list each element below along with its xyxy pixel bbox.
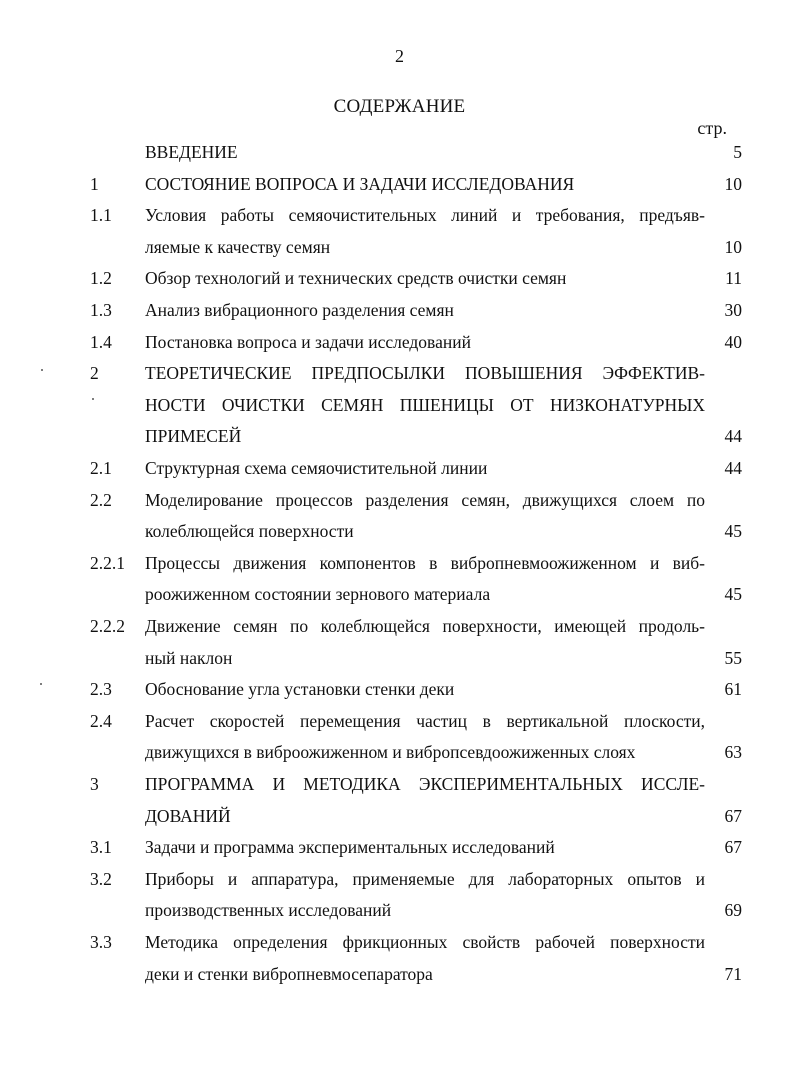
toc-entry-number: 2: [90, 363, 99, 384]
toc-entry: [0, 616, 799, 679]
toc-title: СОДЕРЖАНИЕ: [333, 96, 466, 117]
toc-entry-page: 5: [733, 142, 742, 162]
toc-entry: [0, 332, 799, 364]
toc-entry: [0, 774, 799, 837]
pages-column-label: стр.: [697, 118, 727, 138]
toc-entry-text: Моделирование процессов разделения семян, движущихся слоем по: [145, 489, 705, 510]
toc-entry-text: производственных исследований: [145, 900, 392, 921]
toc-entry: [0, 553, 799, 616]
toc-entry-text: Условия работы семяочистительных линий и требования, предъяв-: [145, 205, 705, 226]
toc-entry-text: НОСТИ ОЧИСТКИ СЕМЯН ПШЕНИЦЫ ОТ НИЗКОНАТУРНЫХ: [145, 394, 705, 415]
toc-entry-number: 2.2: [90, 489, 112, 510]
toc-entry: [0, 932, 799, 995]
toc-entry-number: 1.3: [90, 300, 112, 320]
toc-entry-text: Приборы и аппаратура, применяемые для лабораторных опытов и: [145, 868, 705, 889]
toc-entry-text: ПРОГРАММА И МЕТОДИКА ЭКСПЕРИМЕНТАЛЬНЫХ ИССЛЕ-: [145, 774, 705, 794]
toc-entry-text: движущихся в виброожиженном и вибропсевдоожиженных слоях: [145, 742, 636, 763]
toc-entry-text: ДОВАНИЙ: [145, 805, 231, 826]
toc-entry: [0, 869, 799, 932]
toc-entry-text: Обоснование угла установки стенки деки: [145, 679, 455, 700]
toc-entry-page: 71: [724, 963, 742, 984]
toc-entry-text: ный наклон: [145, 647, 233, 668]
toc-entry-number: 3.3: [90, 932, 112, 952]
toc-entry: [0, 142, 799, 174]
toc-entry-page: 67: [724, 837, 742, 858]
toc-entry-number: 2.4: [90, 710, 112, 731]
toc-entry: [0, 458, 799, 490]
toc-entry-number: 2.3: [90, 679, 112, 700]
toc-entry-page: 44: [724, 426, 742, 447]
toc-entry-text: Расчет скоростей перемещения частиц в вертикальной плоскости,: [145, 710, 705, 731]
toc-entry-number: 3.2: [90, 868, 112, 889]
toc-entry-text: колеблющейся поверхности: [145, 521, 354, 542]
toc-entry-text: ВВЕДЕНИЕ: [145, 142, 238, 162]
toc-entry-number: 3.1: [90, 837, 112, 858]
toc-entry-text: Структурная схема семяочистительной линии: [145, 458, 488, 478]
toc-entry: [0, 268, 799, 300]
toc-entry: [0, 174, 799, 206]
toc-entry-page: 10: [724, 173, 742, 194]
toc-entry-text: роожиженном состоянии зернового материала: [145, 584, 491, 605]
toc-entry-number: 1: [90, 173, 99, 194]
scan-speck: [92, 398, 94, 400]
toc-entry: [0, 679, 799, 711]
toc-entry-page: 69: [724, 900, 742, 921]
toc-entry: [0, 205, 799, 268]
toc-entry-number: 2.2.2: [90, 616, 125, 636]
toc-entry-number: 1.1: [90, 205, 112, 226]
toc-entry-text: Методика определения фрикционных свойств рабочей поверхности: [145, 932, 705, 952]
toc-entry-number: 3: [90, 774, 99, 794]
toc-entry: [0, 363, 799, 458]
toc-entry-page: 63: [724, 742, 742, 763]
toc-entry-number: 1.4: [90, 331, 112, 352]
toc-entry-text: деки и стенки вибропневмосепаратора: [145, 963, 433, 984]
toc-entry-page: 44: [724, 458, 742, 478]
toc-entry-page: 30: [724, 300, 742, 320]
toc-entry: [0, 837, 799, 869]
toc-entry-page: 45: [724, 521, 742, 542]
toc-entry-text: Постановка вопроса и задачи исследований: [145, 331, 471, 352]
toc-entry: [0, 711, 799, 774]
toc-entry-page: 61: [724, 679, 742, 700]
toc-entry-number: 2.2.1: [90, 552, 125, 573]
toc-entry-text: Анализ вибрационного разделения семян: [145, 300, 454, 320]
toc-entry-number: 2.1: [90, 458, 112, 478]
toc-entry-text: Процессы движения компонентов в вибропневмоожиженном и виб-: [145, 552, 705, 573]
toc-entry-text: ПРИМЕСЕЙ: [145, 426, 242, 447]
page-number: 2: [395, 46, 404, 66]
toc-entry-number: 1.2: [90, 268, 112, 289]
scan-speck: [40, 683, 42, 685]
toc-entry: [0, 490, 799, 553]
toc-entry-page: 10: [724, 236, 742, 257]
toc-entry-page: 45: [724, 584, 742, 605]
toc-entry-text: Задачи и программа экспериментальных исследований: [145, 837, 555, 858]
toc-entry-text: Движение семян по колеблющейся поверхности, имеющей продоль-: [145, 616, 705, 636]
toc-entry-page: 11: [725, 268, 742, 289]
toc-entry-page: 40: [724, 331, 742, 352]
toc-entry-page: 67: [724, 805, 742, 826]
scan-speck: [41, 369, 43, 371]
toc-entry-text: ТЕОРЕТИЧЕСКИЕ ПРЕДПОСЫЛКИ ПОВЫШЕНИЯ ЭФФЕКТИВ-: [145, 363, 705, 384]
toc-entry-text: ляемые к качеству семян: [145, 236, 331, 257]
toc-entry: [0, 300, 799, 332]
toc-entry-text: Обзор технологий и технических средств очистки семян: [145, 268, 567, 289]
toc-entry-page: 55: [724, 647, 742, 668]
toc-entry-text: СОСТОЯНИЕ ВОПРОСА И ЗАДАЧИ ИССЛЕДОВАНИЯ: [145, 173, 575, 194]
